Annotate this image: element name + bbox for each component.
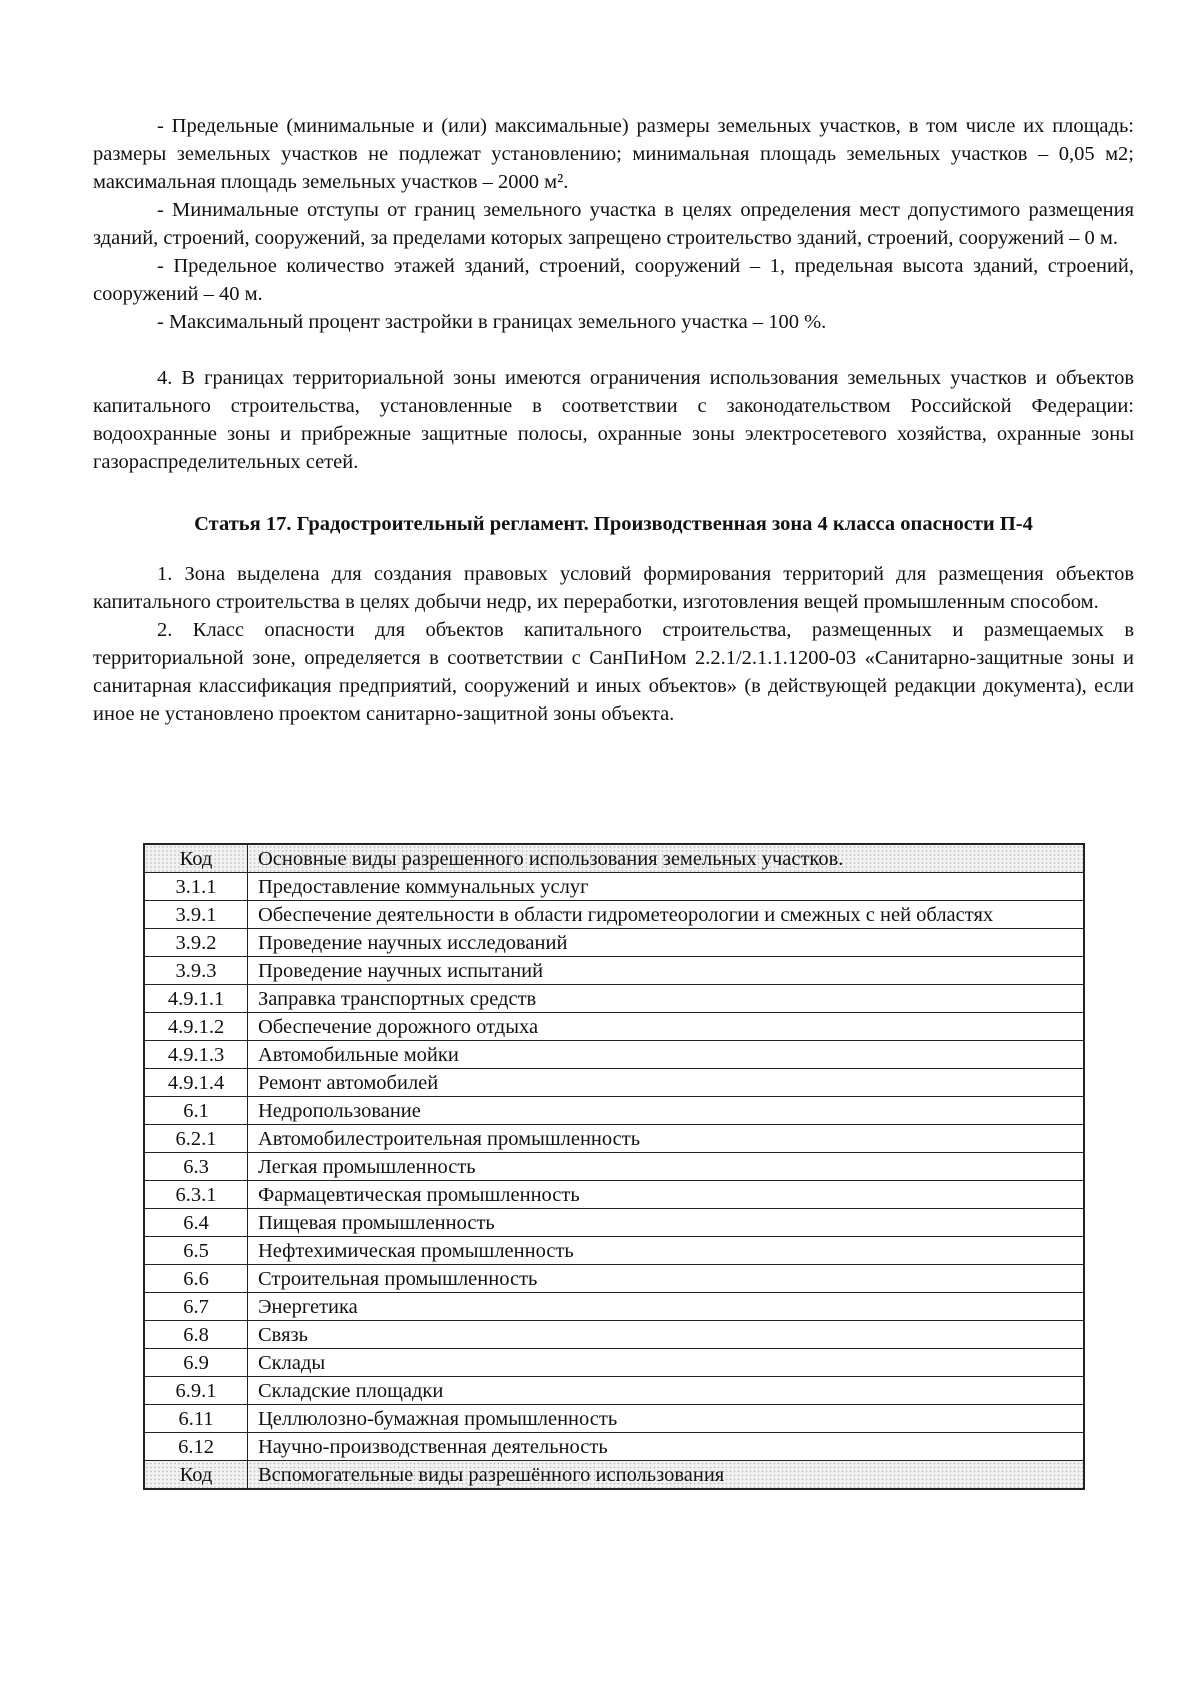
use-name-cell: Недропользование <box>248 1097 1085 1125</box>
code-cell: 6.9.1 <box>144 1377 248 1405</box>
table-row <box>144 929 1084 957</box>
use-name-cell: Складские площадки <box>248 1377 1085 1405</box>
paragraph-building-percent: - Максимальный процент застройки в границах земельного участка – 100 %. <box>157 311 827 333</box>
use-name-cell: Склады <box>248 1349 1085 1377</box>
use-name-cell: Связь <box>248 1321 1085 1349</box>
table-row <box>144 1125 1084 1153</box>
table-subheader-row <box>144 1461 1084 1490</box>
table-row <box>144 1181 1084 1209</box>
use-name-cell: Обеспечение дорожного отдыха <box>248 1013 1085 1041</box>
table-row <box>144 1265 1084 1293</box>
table-row <box>144 1041 1084 1069</box>
header-title-cell: Основные виды разрешенного использования земельных участков. <box>248 844 1085 873</box>
table-row <box>144 1069 1084 1097</box>
spacer <box>93 336 1134 364</box>
code-cell: 6.3 <box>144 1153 248 1181</box>
table-row <box>144 1097 1084 1125</box>
table-header-row <box>144 844 1084 873</box>
use-name-cell: Научно-производственная деятельность <box>248 1433 1085 1461</box>
code-cell: 6.12 <box>144 1433 248 1461</box>
use-name-cell: Предоставление коммунальных услуг <box>248 873 1085 901</box>
paragraph-hazard-class: 2. Класс опасности для объектов капитального строительства, размещенных и размещаемых в территориальной зоне, определяется в соответствии с СанПиНом 2.2.1/2.1.1.1200-03 «Санитарно-защитные зоны и санитарная классификация предприятий, сооружений и иных объектов» (в действующей редакции документа), если иное не установлено проектом санитарно-защитной зоны объекта. <box>93 619 1134 725</box>
use-name-cell: Энергетика <box>248 1293 1085 1321</box>
code-cell: 6.9 <box>144 1349 248 1377</box>
document-page <box>93 112 1134 728</box>
table-row <box>144 985 1084 1013</box>
table-row <box>144 1377 1084 1405</box>
table-row <box>144 1153 1084 1181</box>
permitted-uses-table-container <box>143 843 1085 1490</box>
table-row <box>144 957 1084 985</box>
subheader-title-cell: Вспомогательные виды разрешённого использования <box>248 1461 1085 1490</box>
use-name-cell: Проведение научных исследований <box>248 929 1085 957</box>
code-cell: 6.8 <box>144 1321 248 1349</box>
use-name-cell: Обеспечение деятельности в области гидрометеорологии и смежных с ней областях <box>248 901 1085 929</box>
use-name-cell: Нефтехимическая промышленность <box>248 1237 1085 1265</box>
paragraph-plot-sizes: - Предельные (минимальные и (или) максимальные) размеры земельных участков, в том числе их площадь: размеры земельных участков не подлежат установлению; минимальная площадь земельных участков – 0,05 м2; максимальная площадь земельных участков – 2000 м². <box>93 115 1134 193</box>
table-row <box>144 1013 1084 1041</box>
article-title: Статья 17. Градостроительный регламент. Производственная зона 4 класса опасности П-4 <box>194 513 1033 535</box>
use-name-cell: Автомобилестроительная промышленность <box>248 1125 1085 1153</box>
code-cell: 4.9.1.4 <box>144 1069 248 1097</box>
code-cell: 6.3.1 <box>144 1181 248 1209</box>
spacer <box>93 476 1134 504</box>
code-cell: 6.7 <box>144 1293 248 1321</box>
table-row <box>144 1237 1084 1265</box>
use-name-cell: Фармацевтическая промышленность <box>248 1181 1085 1209</box>
code-cell: 4.9.1.2 <box>144 1013 248 1041</box>
code-cell: 3.1.1 <box>144 873 248 901</box>
code-cell: 3.9.2 <box>144 929 248 957</box>
code-cell: 6.5 <box>144 1237 248 1265</box>
use-name-cell: Строительная промышленность <box>248 1265 1085 1293</box>
subheader-code-cell: Код <box>144 1461 248 1490</box>
table-row <box>144 873 1084 901</box>
code-cell: 6.6 <box>144 1265 248 1293</box>
header-code-cell: Код <box>144 844 248 873</box>
code-cell: 4.9.1.3 <box>144 1041 248 1069</box>
permitted-uses-table <box>143 843 1085 1490</box>
code-cell: 6.11 <box>144 1405 248 1433</box>
table-row <box>144 1209 1084 1237</box>
table-row <box>144 1405 1084 1433</box>
table-row <box>144 1321 1084 1349</box>
use-name-cell: Пищевая промышленность <box>248 1209 1085 1237</box>
use-name-cell: Легкая промышленность <box>248 1153 1085 1181</box>
code-cell: 6.2.1 <box>144 1125 248 1153</box>
use-name-cell: Заправка транспортных средств <box>248 985 1085 1013</box>
code-cell: 6.4 <box>144 1209 248 1237</box>
table-row <box>144 1293 1084 1321</box>
use-name-cell: Проведение научных испытаний <box>248 957 1085 985</box>
use-name-cell: Ремонт автомобилей <box>248 1069 1085 1097</box>
table-row <box>144 1349 1084 1377</box>
code-cell: 4.9.1.1 <box>144 985 248 1013</box>
use-name-cell: Целлюлозно-бумажная промышленность <box>248 1405 1085 1433</box>
paragraph-zone-purpose: 1. Зона выделена для создания правовых условий формирования территорий для размещения объектов капитального строительства в целях добычи недр, их переработки, изготовления вещей промышленным способом. <box>93 563 1134 613</box>
code-cell: 6.1 <box>144 1097 248 1125</box>
paragraph-restrictions: 4. В границах территориальной зоны имеются ограничения использования земельных участков и объектов капитального строительства, установленные в соответствии с законодательством Российской Федерации: водоохранные зоны и прибрежные защитные полосы, охранные зоны электросетевого хозяйства, охранные зоны газораспределительных сетей. <box>93 367 1134 473</box>
paragraph-setbacks: - Минимальные отступы от границ земельного участка в целях определения мест допустимого размещения зданий, строений, сооружений, за пределами которых запрещено строительство зданий, строений, сооружений – 0 м. <box>93 199 1134 249</box>
code-cell: 3.9.1 <box>144 901 248 929</box>
paragraph-floors-height: - Предельное количество этажей зданий, строений, сооружений – 1, предельная высота зданий, строений, сооружений – 40 м. <box>93 255 1134 305</box>
table-row <box>144 901 1084 929</box>
code-cell: 3.9.3 <box>144 957 248 985</box>
use-name-cell: Автомобильные мойки <box>248 1041 1085 1069</box>
table-row <box>144 1433 1084 1461</box>
